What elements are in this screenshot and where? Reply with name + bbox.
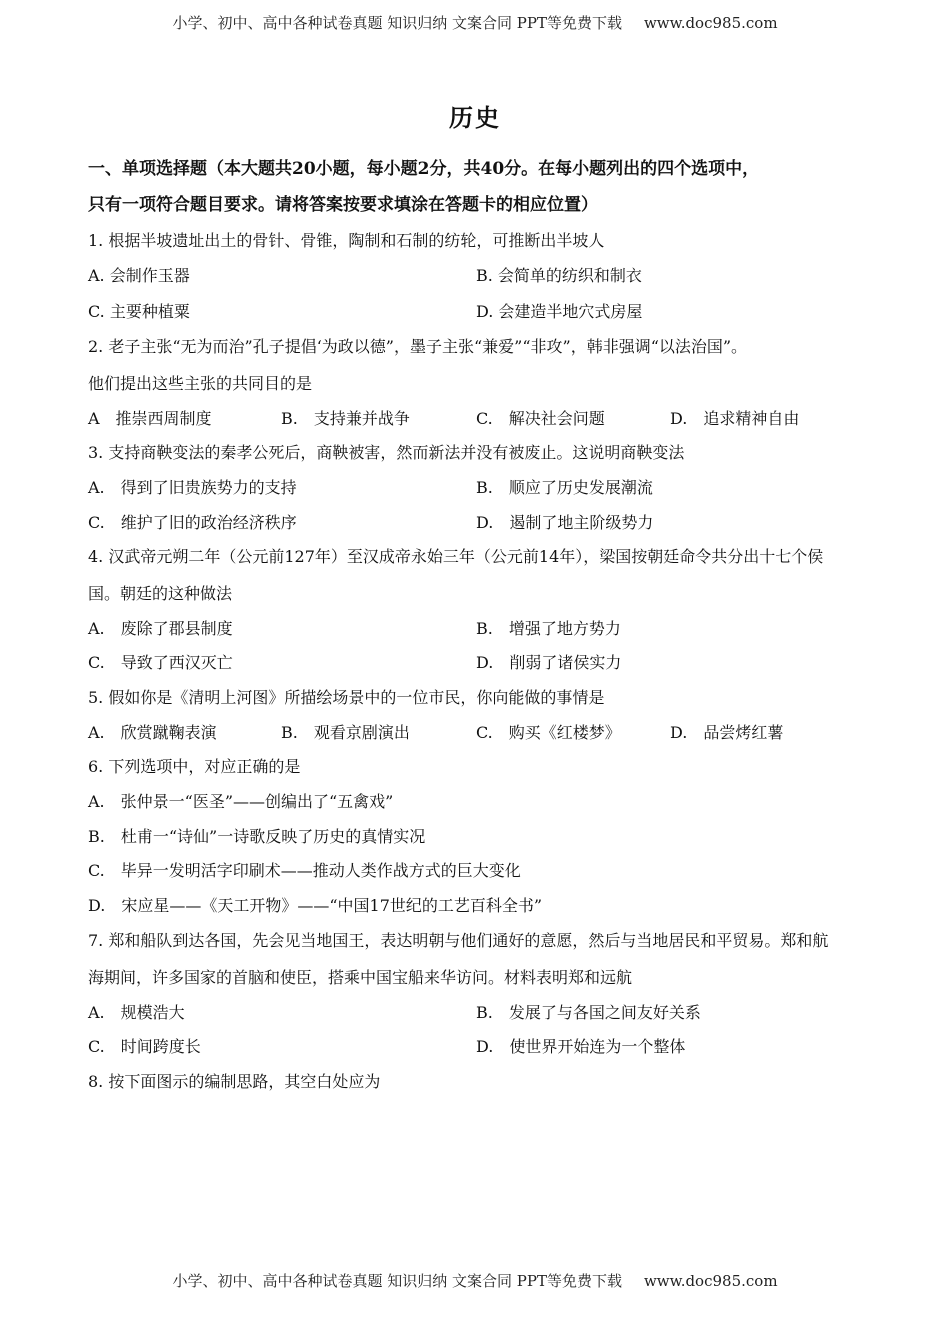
section-heading-line1: 一、单项选择题（本大题共20小题，每小题2分，共40分。在每小题列出的四个选项中，	[88, 159, 760, 179]
question-6-option-a: A. 张仲景一“医圣”——创编出了“五禽戏”	[88, 792, 394, 811]
question-5-option-b: B. 观看京剧演出	[281, 723, 410, 742]
question-4-option-d: D. 削弱了诸侯实力	[476, 653, 622, 672]
question-3-option-b: B. 顺应了历史发展潮流	[476, 478, 653, 497]
question-7-option-a: A. 规模浩大	[88, 1003, 185, 1022]
question-6-stem: 6. 下列选项中，对应正确的是	[88, 757, 301, 776]
question-5-option-d: D. 品尝烤红薯	[670, 723, 784, 742]
question-4-stem-line2: 国。朝廷的这种做法	[88, 584, 233, 603]
footer-text: 小学、初中、高中各种试卷真题 知识归纳 文案合同 PPT等免费下载	[172, 1272, 622, 1290]
question-8-stem: 8. 按下面图示的编制思路，其空白处应为	[88, 1072, 381, 1091]
question-4-option-c: C. 导致了西汉灭亡	[88, 653, 233, 672]
question-1-stem: 1. 根据半坡遗址出土的骨针、骨锥，陶制和石制的纺轮，可推断出半坡人	[88, 231, 605, 250]
footer-url[interactable]: www.doc985.com	[643, 1272, 778, 1290]
page-title: 历史	[449, 103, 501, 132]
question-6-option-b: B. 杜甫一“诗仙”一诗歌反映了历史的真情实况	[88, 827, 426, 846]
question-3-option-c: C. 维护了旧的政治经济秩序	[88, 513, 297, 532]
question-4-option-b: B. 增强了地方势力	[476, 619, 621, 638]
question-3-option-a: A. 得到了旧贵族势力的支持	[88, 478, 297, 497]
header-url[interactable]: www.doc985.com	[643, 14, 778, 32]
question-1-option-c: C. 主要种植粟	[88, 302, 190, 321]
question-7-option-d: D. 使世界开始连为一个整体	[476, 1037, 686, 1056]
question-4-stem-line1: 4. 汉武帝元朔二年（公元前127年）至汉成帝永始三年（公元前14年），梁国按朝廷命令共分出十七个侯	[88, 547, 824, 566]
question-2-option-d: D. 追求精神自由	[670, 409, 800, 428]
question-2-option-a: A 推崇西周制度	[88, 409, 212, 428]
question-5-option-c: C. 购买《红楼梦》	[476, 723, 621, 742]
header-text: 小学、初中、高中各种试卷真题 知识归纳 文案合同 PPT等免费下载	[172, 14, 622, 32]
question-3-option-d: D. 遏制了地主阶级势力	[476, 513, 654, 532]
page-footer	[0, 1270, 950, 1291]
question-4-option-a: A. 废除了郡县制度	[88, 619, 233, 638]
question-2-stem-line2: 他们提出这些主张的共同目的是	[88, 374, 313, 393]
question-5-option-a: A. 欣赏蹴鞠表演	[88, 723, 217, 742]
question-2-option-c: C. 解决社会问题	[476, 409, 605, 428]
question-2-stem-line1: 2. 老子主张“无为而治”孔子提倡‘为政以德”，墨子主张“兼爱”“非攻”，韩非强调“以法治国”。	[88, 337, 748, 356]
question-2-option-b: B. 支持兼并战争	[281, 409, 410, 428]
page-header	[0, 12, 950, 33]
question-7-option-c: C. 时间跨度长	[88, 1037, 201, 1056]
question-6-option-c: C. 毕异一发明活字印刷术——推动人类作战方式的巨大变化	[88, 861, 521, 880]
question-5-stem: 5. 假如你是《清明上河图》所描绘场景中的一位市民，你向能做的事情是	[88, 688, 605, 707]
question-1-option-a: A. 会制作玉器	[88, 266, 190, 285]
question-6-option-d: D. 宋应星——《天工开物》——“中国17世纪的工艺百科全书”	[88, 896, 543, 915]
question-7-option-b: B. 发展了与各国之间友好关系	[476, 1003, 701, 1022]
question-7-stem-line2: 海期间，许多国家的首脑和使臣，搭乘中国宝船来华访问。材料表明郑和远航	[88, 968, 633, 987]
section-heading-line2: 只有一项符合题目要求。请将答案按要求填涂在答题卡的相应位置）	[88, 195, 598, 215]
question-1-option-d: D. 会建造半地穴式房屋	[476, 302, 643, 321]
question-7-stem-line1: 7. 郑和船队到达各国，先会见当地国王，表达明朝与他们通好的意愿，然后与当地居民和平贸易。郑和航	[88, 931, 829, 950]
question-1-option-b: B. 会简单的纺织和制衣	[476, 266, 642, 285]
question-3-stem: 3. 支持商鞅变法的秦孝公死后，商鞅被害，然而新法并没有被废止。这说明商鞅变法	[88, 443, 685, 462]
